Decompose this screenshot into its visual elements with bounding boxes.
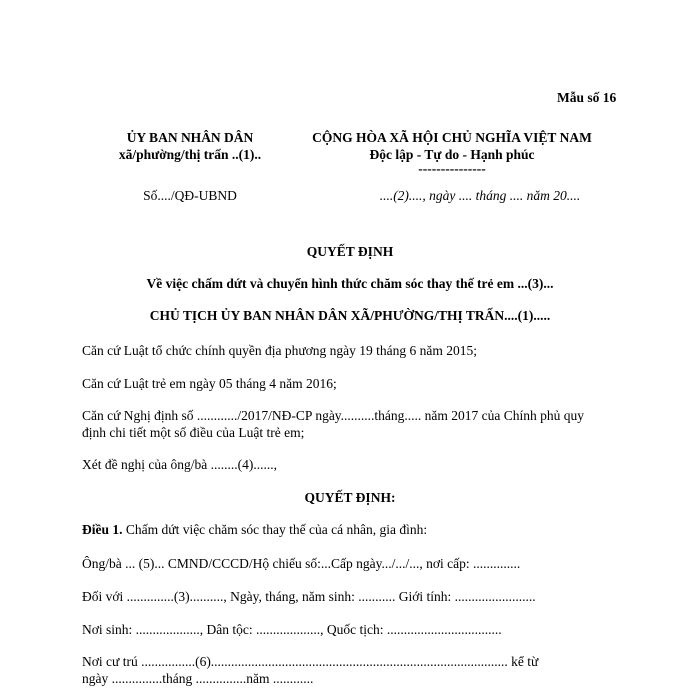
article-1-line <box>82 521 427 538</box>
article-1-text: Chấm dứt việc chăm sóc thay thế của cá nhân, gia đình: <box>122 522 428 537</box>
document-number: Số..../QĐ-UBND <box>143 188 237 203</box>
authority-heading: CHỦ TỊCH ỦY BAN NHÂN DÂN XÃ/PHƯỜNG/THỊ TRẤN....(1)..... <box>149 308 551 323</box>
legal-basis-3-line2: định chi tiết một số điều của Luật trẻ em; <box>82 425 305 440</box>
form-number-label: Mẫu số 16 <box>557 90 617 105</box>
legal-basis-1: Căn cứ Luật tổ chức chính quyền địa phương ngày 19 tháng 6 năm 2015; <box>82 343 478 358</box>
issuing-authority-line1: ỦY BAN NHÂN DÂN <box>126 130 254 145</box>
residence-line1: Nơi cư trú ................(6)........................................................................................ kể từ <box>82 654 539 669</box>
legal-basis-3-line1: Căn cứ Nghị định số ............/2017/NĐ-CP ngày..........tháng..... năm 2017 của Chính phủ quy <box>82 408 585 423</box>
national-motto: Độc lập - Tự do - Hạnh phúc <box>369 147 535 162</box>
issuing-authority-line2: xã/phường/thị trấn ..(1).. <box>118 147 262 162</box>
birth-line: Nơi sinh: ..................., Dân tộc: ..................., Quốc tịch: .................................. <box>82 622 502 637</box>
child-line: Đối với ..............(3).........., Ngày, tháng, năm sinh: ........... Giới tính: ........................ <box>82 589 536 604</box>
national-title: CỘNG HÒA XÃ HỘI CHỦ NGHĨA VIỆT NAM <box>312 130 592 145</box>
decision-subject: Về việc chấm dứt và chuyển hình thức chăm sóc thay thế trẻ em ...(3)... <box>146 276 554 291</box>
proposal-line: Xét đề nghị của ông/bà ........(4)......, <box>82 457 277 472</box>
article-1-label: Điều 1. <box>82 522 123 537</box>
place-date-line: ....(2)...., ngày .... tháng .... năm 20.... <box>379 188 581 203</box>
residence-line2: ngày ...............tháng ...............năm ............ <box>82 671 314 686</box>
caregiver-line: Ông/bà ... (5)... CMND/CCCD/Hộ chiếu số:...Cấp ngày.../.../..., nơi cấp: .............. <box>82 556 521 571</box>
decision-heading: QUYẾT ĐỊNH: <box>304 490 396 505</box>
motto-underline: --------------- <box>418 161 486 176</box>
decision-title: QUYẾT ĐỊNH <box>306 244 394 259</box>
legal-basis-2: Căn cứ Luật trẻ em ngày 05 tháng 4 năm 2016; <box>82 376 337 391</box>
